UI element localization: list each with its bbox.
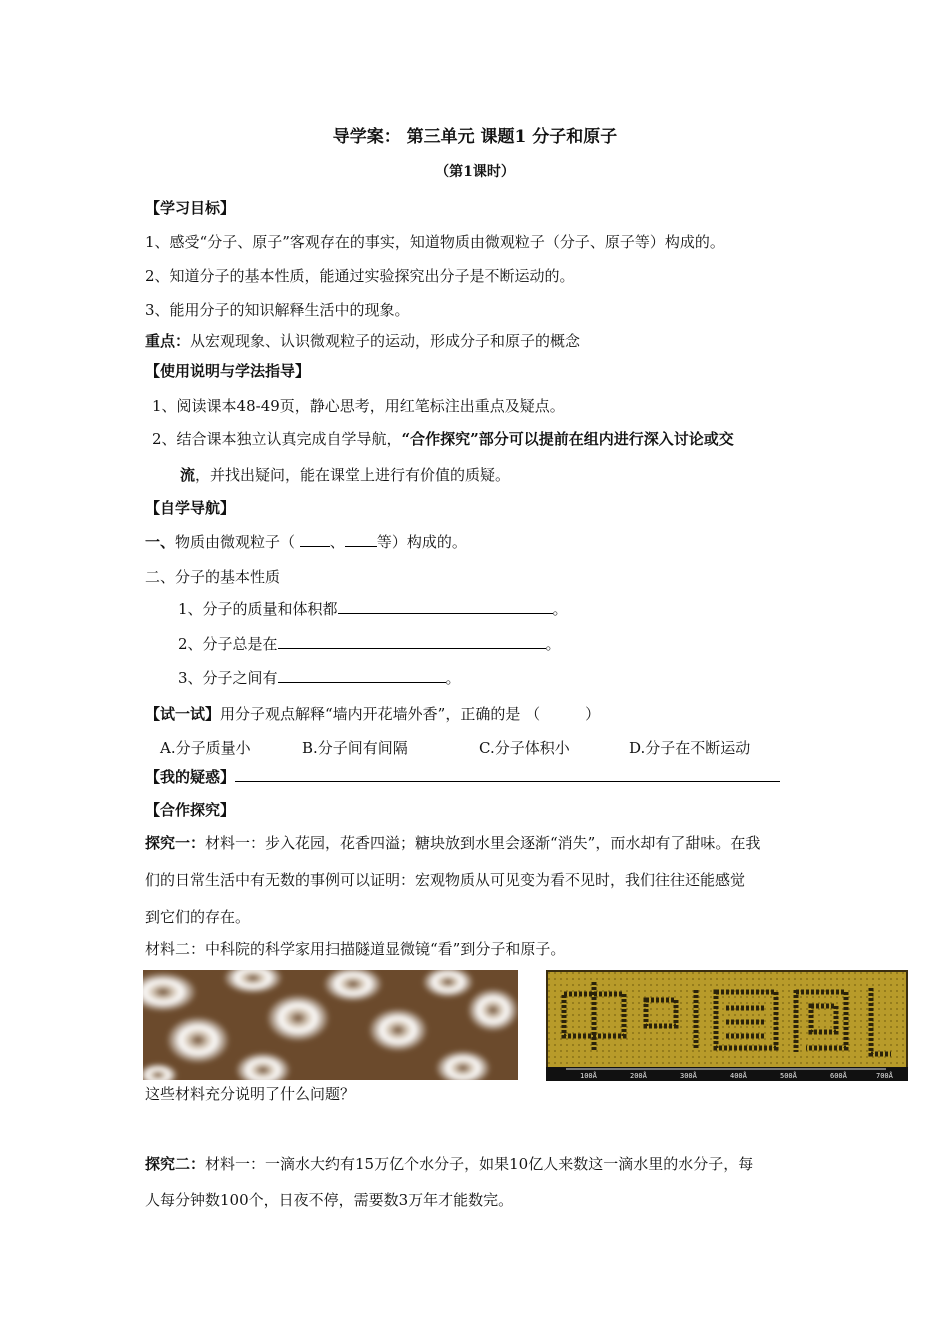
stm-atom-image [546,970,908,1081]
scale-tick-label: 700Å [876,1072,893,1080]
objective-item: 2、知道分子的基本性质，能通过实验探究出分子是不断运动的。 [145,267,575,285]
explore-1-line-3: 到它们的存在。 [145,908,251,926]
option-d[interactable]: D.分子在不断运动 [629,739,751,757]
q1-tail: 等）构成的。 [376,533,467,551]
objective-item: 1、感受“分子、原子”客观存在的事实，知道物质由微观粒子（分子、原子等）构成的。 [145,233,725,251]
guide-item-2-bold-end: 流 [180,466,196,484]
explore-heading: 【合作探究】 [145,801,236,819]
self-study-q2-3 [178,667,461,689]
stm-atom-svg [546,970,908,1081]
guide-item-2 [152,428,734,450]
self-study-q2-2 [178,633,561,655]
scale-tick-label: 600Å [830,1072,847,1080]
objective-item: 3、能用分子的知识解释生活中的现象。 [145,301,410,319]
explore-2-line-2: 人每分钟数100个，日夜不停，需要数3万年才能数完。 [145,1191,514,1209]
explore-1-label: 探究一： [145,834,206,852]
q2-1-end: 。 [552,600,568,618]
self-study-q2-1 [178,598,568,620]
guide-item-2-tail: ，并找出疑问，能在课堂上进行有价值的质疑。 [195,466,511,484]
self-study-q1 [145,531,467,553]
fill-blank[interactable] [345,531,377,547]
explore-2-line-1 [145,1153,753,1175]
doubt-line [145,766,780,788]
guide-heading: 【使用说明与学法指导】 [145,362,311,380]
guide-item-2-cont [180,464,510,486]
explore-1-text: 材料一：步入花园，花香四溢；糖块放到水里会逐渐“消失”，而水却有了甜味。在我 [205,834,761,852]
q2-2-end: 。 [545,635,561,653]
scale-tick-label: 300Å [680,1072,697,1080]
q1-separator: 、 [329,533,345,551]
page-title: 导学案： 第三单元 课题1 分子和原子 [332,127,618,147]
stm-molecule-svg [143,970,518,1080]
lesson-subtitle: （第1课时） [435,164,515,180]
q2-2-text: 2、分子总是在 [178,635,278,653]
q2-3-end: 。 [445,669,461,687]
key-point-label: 重点： [145,332,191,350]
guide-item-2-text: 2、结合课本独立认真完成自学导航， [152,430,402,448]
fill-blank[interactable] [278,633,546,649]
doubt-heading: 【我的疑惑】 [145,768,236,786]
explore-1-line-2: 们的日常生活中有无数的事例可以证明：宏观物质从可见变为看不见时，我们往往还能感觉 [145,871,746,889]
option-c[interactable]: C.分子体积小 [479,739,570,757]
stm-molecule-image [143,970,518,1080]
guide-item-1: 1、阅读课本48-49页，静心思考，用红笔标注出重点及疑点。 [152,397,565,415]
explore-1-material-2: 材料二：中科院的科学家用扫描隧道显微镜“看”到分子和原子。 [145,940,566,958]
self-study-q2: 二、分子的基本性质 [145,568,281,586]
q1-number: 一、 [145,533,176,551]
scale-tick-label: 500Å [780,1072,797,1080]
scale-tick-label: 200Å [630,1072,647,1080]
scale-tick-label: 400Å [730,1072,747,1080]
try-it-text: 用分子观点解释“墙内开花墙外香”，正确的是 （ ） [220,705,601,723]
key-point-text: 从宏观现象、认识微观粒子的运动，形成分子和原子的概念 [190,332,581,350]
explore-1-question: 这些材料充分说明了什么问题？ [145,1085,356,1103]
option-a[interactable]: A.分子质量小 [160,739,251,757]
doubt-blank[interactable] [235,766,780,782]
explore-2-label: 探究二： [145,1155,206,1173]
q1-text: 物质由微观粒子（ [175,533,300,551]
key-point [145,330,580,352]
try-it-heading: 【试一试】 [145,705,221,723]
self-study-heading: 【自学导航】 [145,499,236,517]
q2-1-text: 1、分子的质量和体积都 [178,600,338,618]
try-it-question [145,703,600,725]
explore-2-text: 材料一：一滴水大约有15万亿个水分子，如果10亿人来数这一滴水里的水分子，每 [205,1155,754,1173]
option-b[interactable]: B.分子间有间隔 [302,739,408,757]
guide-item-2-bold: “合作探究”部分可以提前在组内进行深入讨论或交 [401,430,734,448]
q2-3-text: 3、分子之间有 [178,669,278,687]
objectives-heading: 【学习目标】 [145,199,236,217]
fill-blank[interactable] [300,531,330,547]
fill-blank[interactable] [278,667,446,683]
scale-tick-label: 100Å [580,1072,597,1080]
fill-blank[interactable] [338,598,553,614]
explore-1-line-1 [145,832,760,854]
